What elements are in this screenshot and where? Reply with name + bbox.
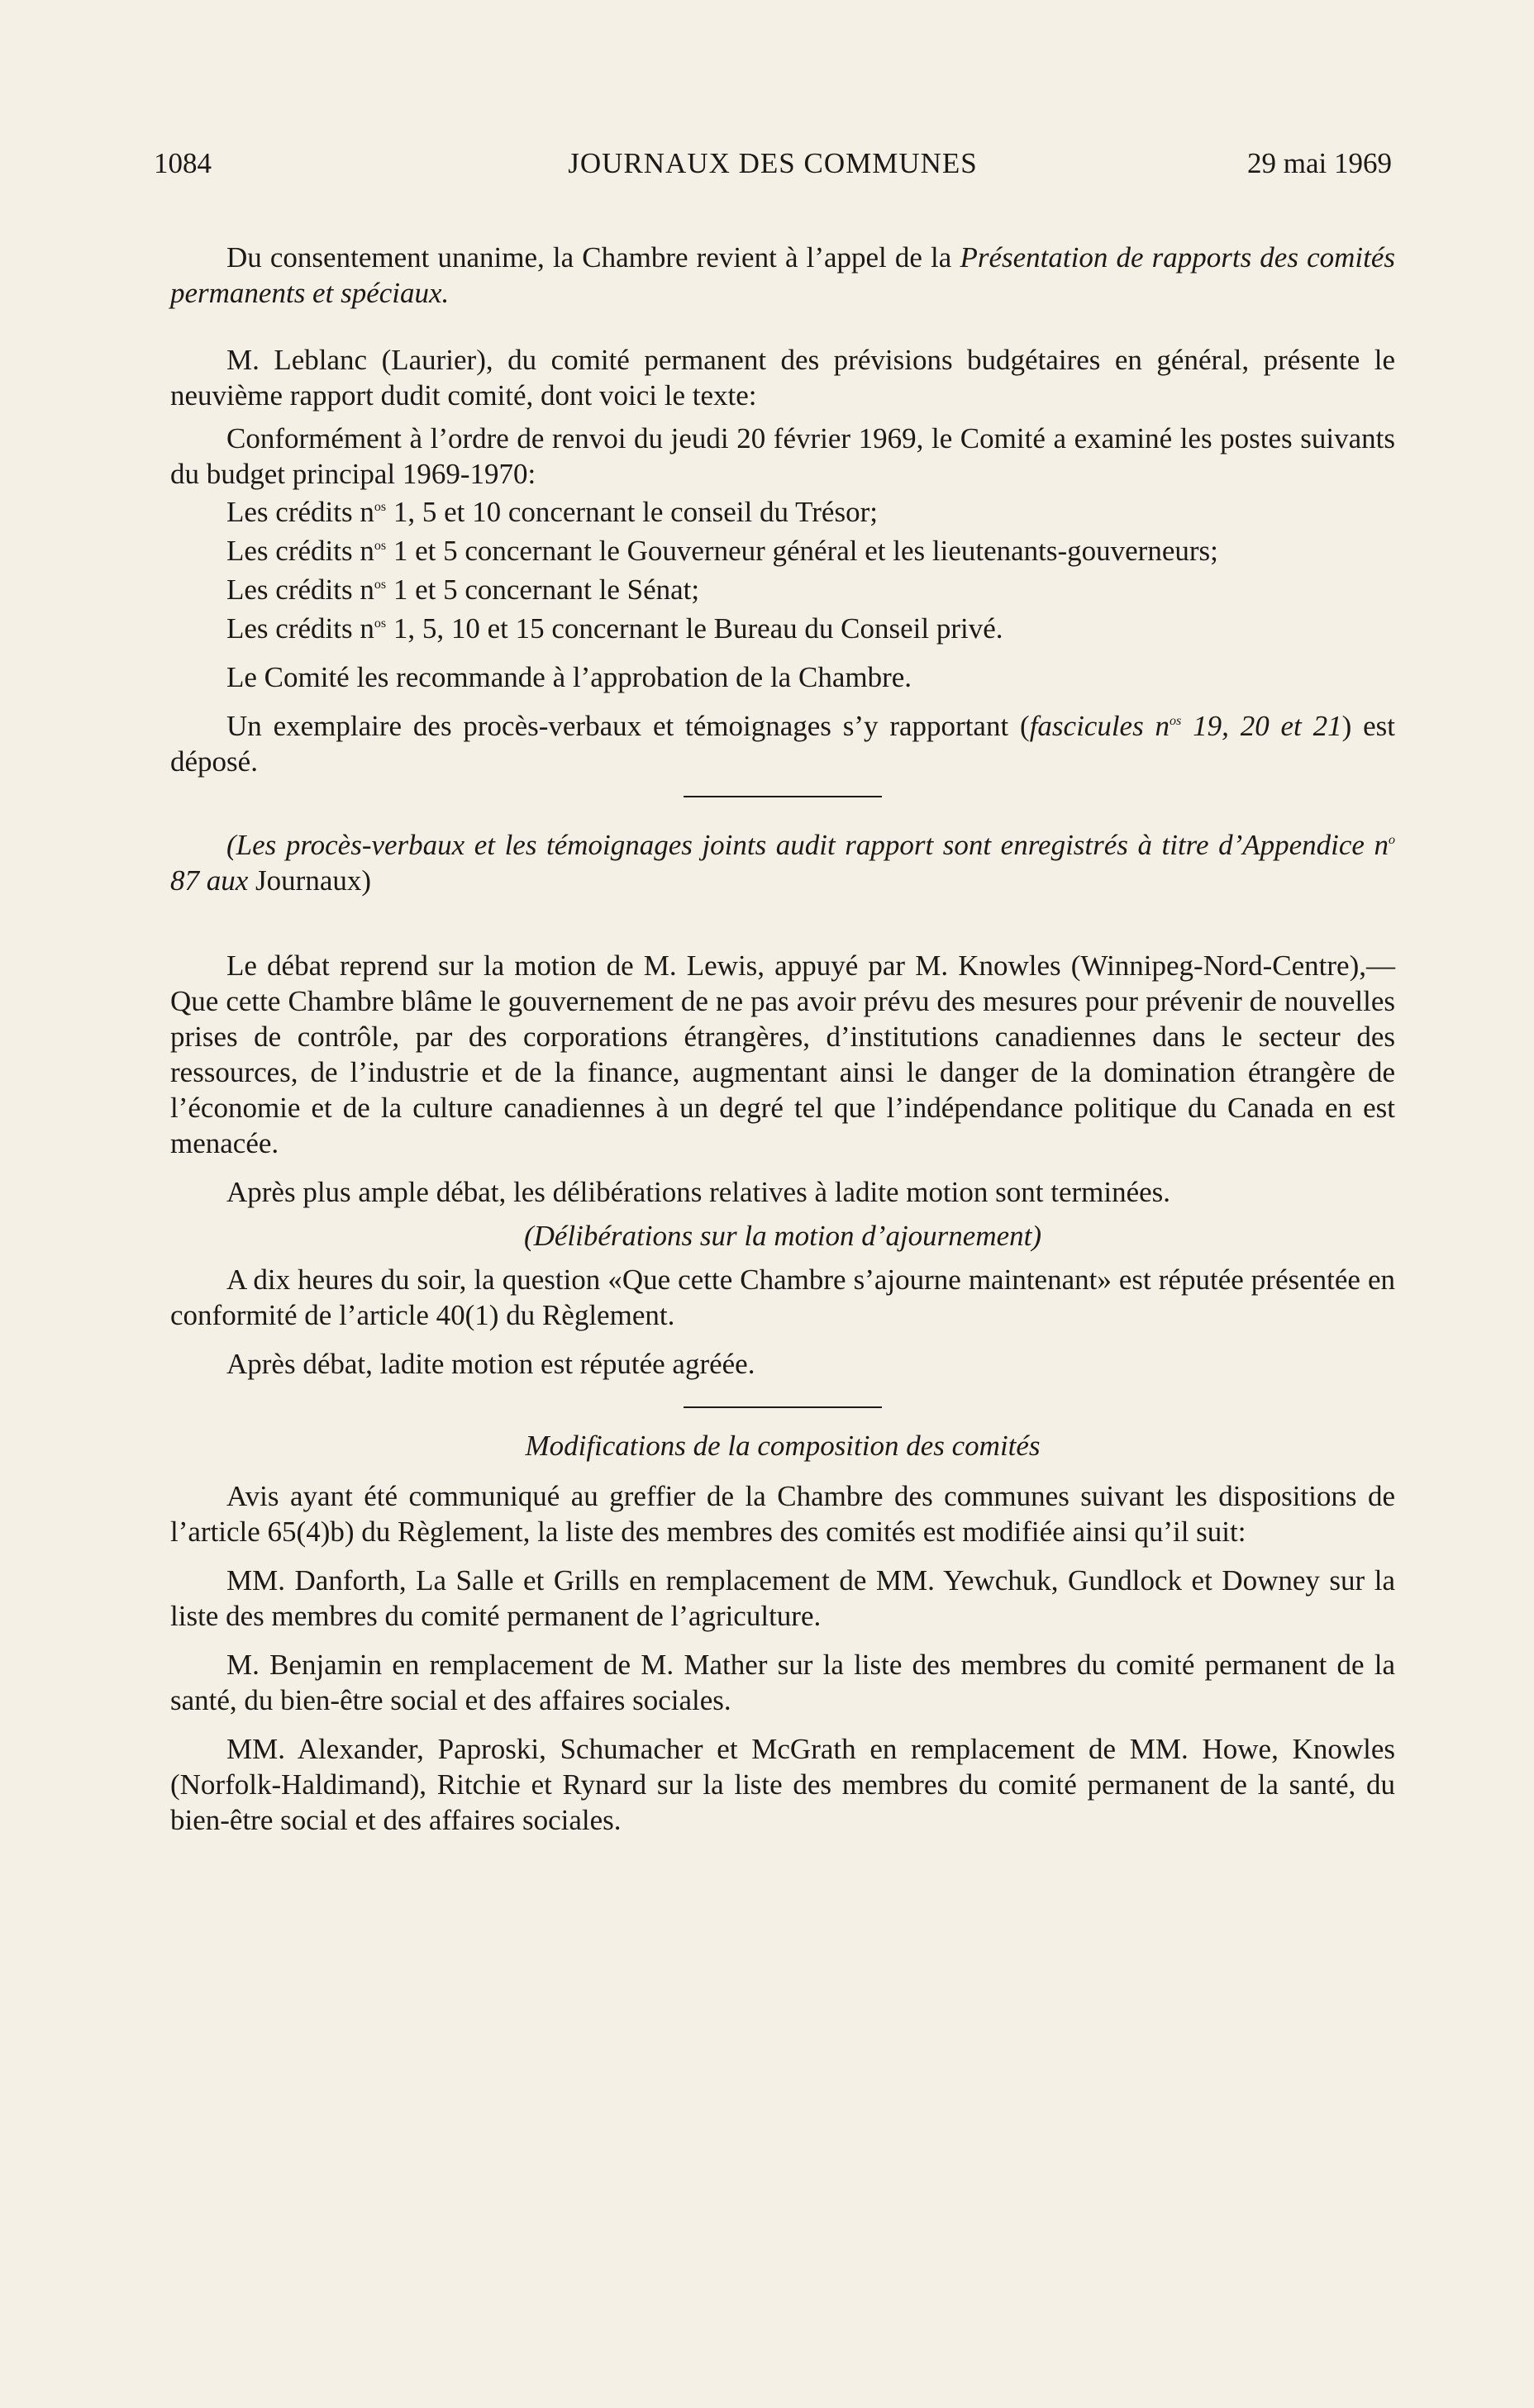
credit-item: Les crédits $n^{os}$ 1, 5 et 10 concernant le conseil du Trésor; (226, 496, 878, 528)
paragraph-membership-change: M. Benjamin en remplacement de M. Mather sur la liste des membres du comité permanent de la santé, du bien-être social et des affaires sociales. (170, 1649, 1395, 1716)
credit-item: Les crédits $n^{os}$ 1 et 5 concernant le Sénat; (226, 573, 700, 606)
paragraph-debate-ends: Après plus ample débat, les délibérations relatives à ladite motion sont terminées. (226, 1176, 1171, 1208)
credit-item: Les crédits $n^{os}$ 1, 5, 10 et 15 concernant le Bureau du Conseil privé. (226, 612, 1003, 645)
page-number: 1084 (154, 147, 212, 179)
appendix-note: (Les procès-verbaux et les témoignages joints audit rapport sont enregistrés à titre d’Appendice $n^o$ 87 aux Journaux) (170, 829, 1395, 897)
heading-adjournment: (Délibérations sur la motion d’ajournement) (523, 1220, 1042, 1252)
paragraph-motion-agreed: Après débat, ladite motion est réputée agréée. (226, 1348, 755, 1380)
paragraph-recommendation: Le Comité les recommande à l’approbation de la Chambre. (226, 661, 912, 693)
paragraph-report-presented: M. Leblanc (Laurier), du comité permanent des prévisions budgétaires en général, présente le neuvième rapport dudit comité, dont voici le texte: (170, 344, 1395, 412)
paragraph-debate-resumes: Le débat reprend sur la motion de M. Lewis, appuyé par M. Knowles (Winnipeg-Nord-Centre),—Que cette Chambre blâme le gouvernement de ne pas avoir prévu des mesures pour prévenir de nouvelles prises de contrôle, par des corporations étrangères, d’institutions canadiennes dans le secteur des ressources, de l’industrie et de la finance, augmentant ainsi le danger de la domination étrangère de l’économie et de la culture canadiennes à un degré tel que l’indépendance politique du Canada en est menacée. (170, 949, 1395, 1159)
credit-item: Les crédits $n^{os}$ 1 et 5 concernant le Gouverneur général et les lieutenants-gouverneurs; (226, 535, 1218, 567)
paragraph-consent: Du consentement unanime, la Chambre revient à l’appel de la Présentation de rapports des comités permanents et spéciaux. (170, 241, 1396, 309)
page-date: 29 mai 1969 (1247, 147, 1392, 179)
heading-committee-changes: Modifications de la composition des comités (525, 1430, 1041, 1462)
page-body (170, 240, 1395, 1838)
page-header (154, 147, 1392, 197)
paragraph-copy-tabled: Un exemplaire des procès-verbaux et témoignages s’y rapportant (fascicules $n^{os}$ 19, 20 et 21) est déposé. (170, 710, 1395, 778)
section-divider (684, 1406, 882, 1408)
section-divider (684, 796, 882, 797)
paragraph-adjournment-question: A dix heures du soir, la question «Que cette Chambre s’ajourne maintenant» est réputée présentée en conformité de l’article 40(1) du Règlement. (170, 1263, 1395, 1331)
paragraph-membership-change: MM. Danforth, La Salle et Grills en remplacement de MM. Yewchuk, Gundlock et Downey sur la liste des membres du comité permanent de l’agriculture. (170, 1564, 1395, 1632)
journal-title: JOURNAUX DES COMMUNES (568, 147, 978, 179)
paragraph-order-of-reference: Conformément à l’ordre de renvoi du jeudi 20 février 1969, le Comité a examiné les postes suivants du budget principal 1969-1970: (170, 422, 1395, 490)
paragraph-notice: Avis ayant été communiqué au greffier de la Chambre des communes suivant les dispositions de l’article 65(4)b) du Règlement, la liste des membres des comités est modifiée ainsi qu’il suit: (170, 1480, 1395, 1548)
paragraph-membership-change: MM. Alexander, Paproski, Schumacher et McGrath en remplacement de MM. Howe, Knowles (Norfolk-Haldimand), Ritchie et Rynard sur la liste des membres du comité permanent de la santé, du bien-être social et des affaires sociales. (170, 1733, 1395, 1836)
